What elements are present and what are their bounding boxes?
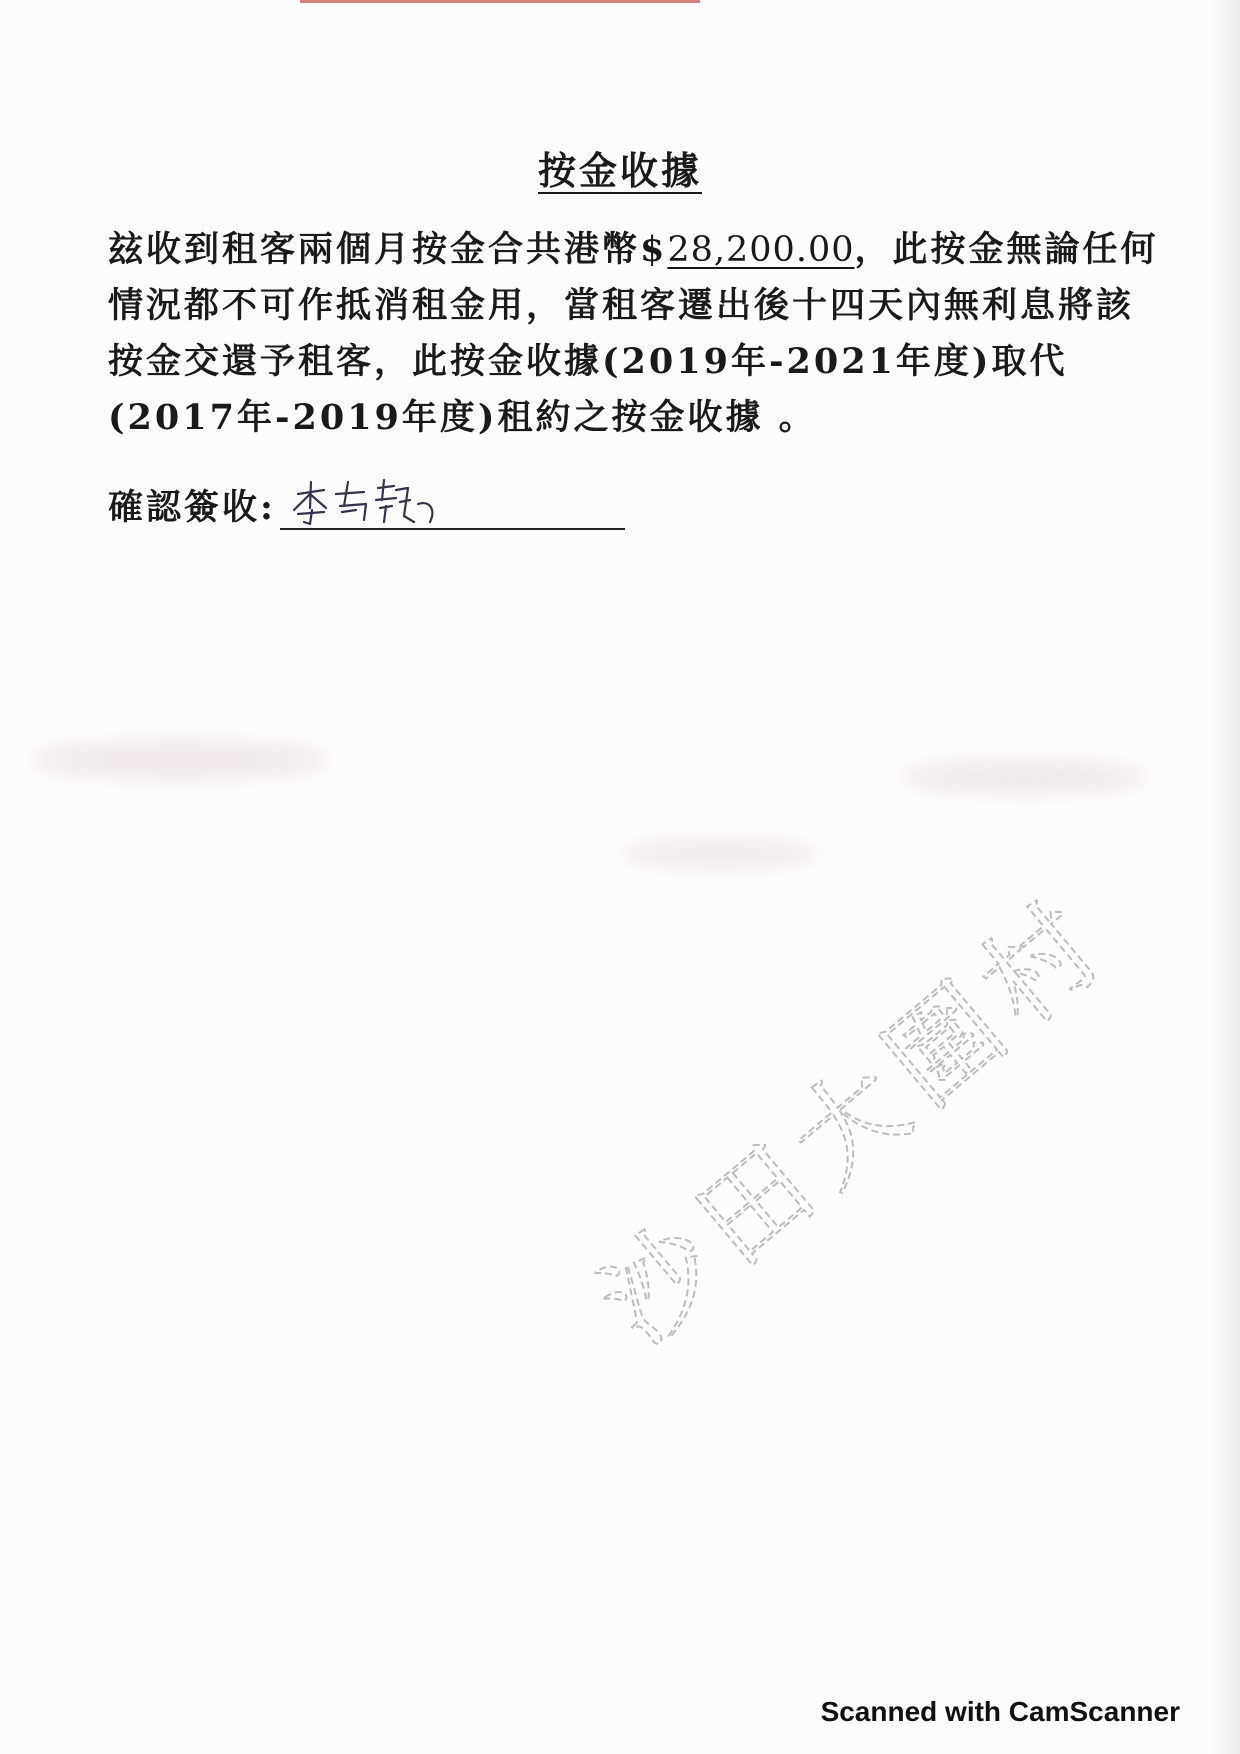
- receipt-body: [108, 222, 1168, 446]
- top-edge-mark: [300, 0, 700, 3]
- handwritten-signature: [284, 480, 454, 526]
- seal-text: 沙田大圍村: [576, 872, 1135, 1370]
- paper-smudge: [30, 740, 330, 780]
- scanner-watermark: Scanned with CamScanner: [820, 1696, 1180, 1727]
- page-title: [0, 140, 1240, 195]
- signature-label: 確認簽收:: [108, 487, 276, 528]
- receipt-text-terms: ，此按金無論任何情況都不可作抵消租金用，當租客遷出後十四天內無利息將該按金交還予租客，此按金收據(2019年-2021年度)取代(2017年-2019年度)租約之按金收據 。: [108, 229, 1159, 438]
- page-edge-shadow: [1212, 0, 1240, 1754]
- village-seal-stamp: [576, 820, 1200, 1380]
- receipt-text-intro: 玆收到租客兩個月按金合共港幣$: [108, 229, 668, 270]
- signature-line: [280, 484, 625, 530]
- page-title-text: 按金收據: [537, 148, 702, 193]
- deposit-amount: 28,200.00: [667, 230, 855, 270]
- paper-smudge: [900, 760, 1150, 794]
- signature-row: [108, 480, 625, 530]
